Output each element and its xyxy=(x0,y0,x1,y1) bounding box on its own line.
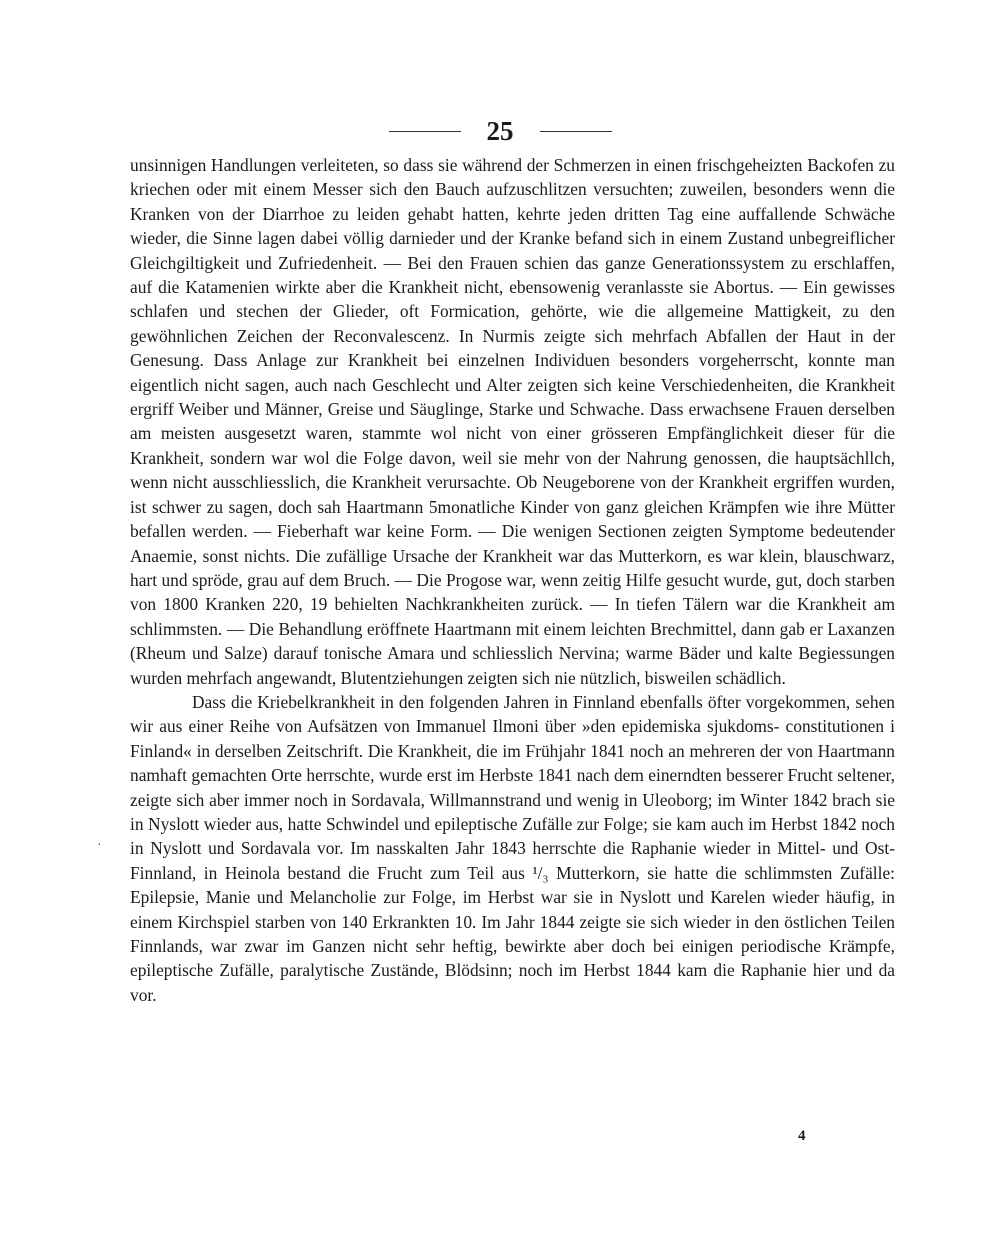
signature-mark: 4 xyxy=(798,1128,806,1144)
margin-mark: · xyxy=(97,838,102,853)
header-rule-right xyxy=(540,131,612,132)
header-rule-left xyxy=(389,131,461,132)
body-text xyxy=(130,153,895,1007)
page-header xyxy=(0,118,1000,145)
paragraph-kriebelkrankheit: Dass die Kriebelkrankheit in den folgenden Jahren in Finnland ebenfalls öfter vorgekommen, sehen wir aus einer Reihe von Aufsätzen von Immanuel Ilmoni über »den epidemiska sjukdoms- constitutionen i Finland« in derselben Zeitschrift. Die Krankheit, die im Frühjahr 1841 noch an mehreren der von Haartmann namhaft gemachten Orte herrschte, wurde erst im Herbste 1841 nach dem einerndten besserer Frucht seltener, zeigte sich aber immer noch in Sordavala, Willmannstrand und wenig in Uleoborg; im Winter 1842 brach sie in Nyslott wieder aus, hatte Schwindel und epileptische Zufälle zur Folge; sie kam auch im Herbst 1842 noch in Nyslott und Sordavala vor. Im nasskalten Jahr 1843 herrschte die Raphanie wieder in Mittel- und Ost-Finnland, in Heinola bestand die Frucht zum Teil aus ¹/₃ Mutterkorn, sie hatte die schlimmsten Zufälle: Epilepsie, Manie und Melancholie zur Folge, im Herbst war sie in Nyslott und Karelen wieder häufig, in einem Kirchspiel starben von 140 Erkrankten 10. Im Jahr 1844 zeigte sie sich wieder in den östlichen Teilen Finnlands, war zwar im Ganzen nicht sehr heftig, bewirkte aber doch bei einigen periodische Krämpfe, epileptische Zufälle, paralytische Zustände, Blödsinn; noch im Herbst 1844 kam die Raphanie hier und da vor. xyxy=(130,691,895,1005)
paragraph-continued: unsinnigen Handlungen verleiteten, so dass sie während der Schmerzen in einen frischgeheizten Backofen zu kriechen oder mit einem Messer sich den Bauch aufzuschlitzen versuchten; zuweilen, besonders wenn die Kranken von der Diarrhoe zu leiden gehabt hatten, kehrte jeden dritten Tag eine auffallende Schwäche wieder, die Sinne lagen dabei völlig darnieder und der Kranke befand sich in einem Zustand unbegreiflicher Gleichgiltigkeit und Zufriedenheit. — Bei den Frauen schien das ganze Generationssystem zu erschlaffen, auf die Katamenien wirkte aber die Krankheit nicht, ebensowenig veranlasste sie Abortus. — Ein gewisses schlafen und stechen der Glieder, oft Formication, gehörte, wie die allgemeine Mattigkeit, zu den gewöhnlichen Zeichen der Reconvalescenz. In Nurmis zeigte sich mehrfach Abfallen der Haut in der Genesung. Dass Anlage zur Krankheit bei einzelnen Individuen besonders vorgeherrscht, konnte man eigentlich nicht sagen, auch nach Geschlecht und Alter zeigten sich keine Verschiedenheiten, die Krankheit ergriff Weiber und Männer, Greise und Säuglinge, Starke und Schwache. Dass erwachsene Frauen derselben am meisten ausgesetzt waren, stammte wol nicht von einer grösseren Empfänglichkeit dieser für die Krankheit, sondern war wol die Folge davon, weil sie mehr von der Nahrung genossen, die hauptsächllch, wenn nicht ausschliesslich, die Krankheit verursachte. Ob Neugeborene von der Krankheit ergriffen wurden, ist schwer zu sagen, doch sah Haartmann 5monatliche Kinder von ganz gleichen Krämpfen wie ihre Mütter befallen werden. — Fieberhaft war keine Form. — Die wenigen Sectionen zeigten Symptome bedeutender Anaemie, sonst nichts. Die zufällige Ursache der Krankheit war das Mutterkorn, es war klein, blauschwarz, hart und spröde, grau auf dem Bruch. — Die Progose war, wenn zeitig Hilfe gesucht wurde, gut, doch starben von 1800 Kranken 220, 19 behielten Nachkrankheiten zurück. — In tiefen Tälern war die Krankheit am schlimmsten. — Die Behandlung eröffnete Haartmann mit einem leichten Brechmittel, dann gab er Laxanzen (Rheum und Salze) darauf tonische Amara und schliesslich Nervina; warme Bäder und kalte Begiessungen wurden mehrfach angewandt, Blutentziehungen zeigten sich nie nützlich, bisweilen schädlich. xyxy=(130,155,895,688)
page-number: 25 xyxy=(486,116,514,146)
